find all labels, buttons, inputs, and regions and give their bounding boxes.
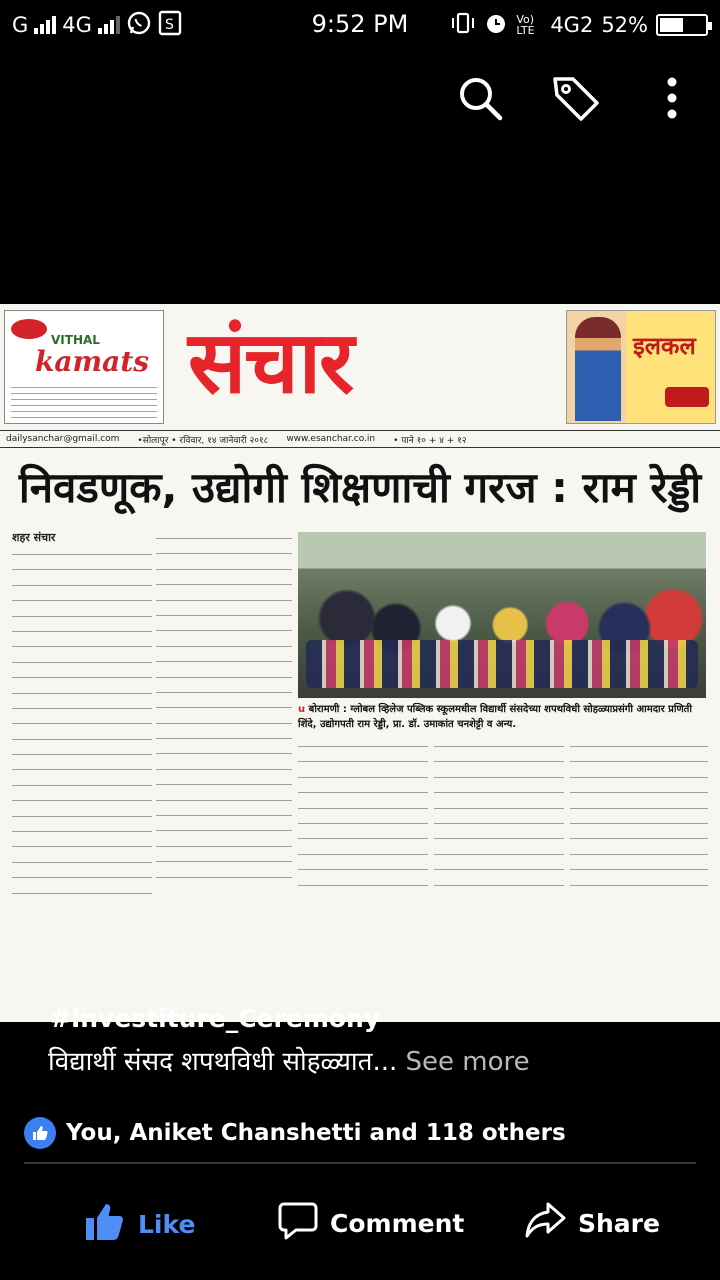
text-line	[156, 653, 292, 668]
text-line	[12, 546, 152, 561]
ad-left-sub: VITHAL	[51, 333, 100, 347]
text-line	[156, 622, 292, 637]
comment-button[interactable]	[278, 1200, 464, 1246]
reactions-text: You, Aniket Chanshetti and 118 others	[66, 1120, 566, 1146]
text-line	[156, 745, 292, 760]
photo-caption	[298, 702, 708, 732]
dateline-place-date: •सोलापूर • रविवार, १४ जानेवारी २०१८	[137, 435, 269, 446]
ad-badge	[11, 319, 47, 339]
text-line	[12, 700, 152, 715]
battery-icon	[656, 14, 708, 36]
share-label: Share	[578, 1208, 660, 1238]
alarm-icon	[484, 11, 508, 40]
carrier-label: G	[12, 13, 29, 37]
text-line	[434, 830, 564, 845]
text-line	[298, 815, 428, 830]
see-more-link[interactable]: See more	[405, 1047, 530, 1077]
network-label: 4G	[62, 13, 92, 37]
text-line	[570, 753, 708, 768]
advertisement-left	[4, 310, 164, 424]
article-column-3	[298, 738, 428, 908]
text-line	[156, 530, 292, 545]
article-photo	[298, 532, 706, 698]
text-line	[298, 861, 428, 876]
text-line	[12, 854, 152, 869]
reactions-summary[interactable]	[24, 1117, 566, 1149]
text-line	[12, 654, 152, 669]
text-line	[156, 561, 292, 576]
text-line	[570, 800, 708, 815]
battery-percent: 52%	[601, 13, 648, 37]
text-line	[570, 738, 708, 753]
text-line	[434, 784, 564, 799]
article-column-5	[570, 738, 708, 908]
ad-model-image	[575, 317, 621, 421]
text-line	[12, 715, 152, 730]
text-line	[434, 861, 564, 876]
text-line	[570, 769, 708, 784]
dateline	[0, 430, 720, 448]
text-line	[156, 792, 292, 807]
photo-viewer-toolbar	[0, 60, 720, 130]
text-line	[12, 761, 152, 776]
text-line	[570, 815, 708, 830]
sim-app-icon	[158, 10, 182, 41]
text-line	[156, 607, 292, 622]
text-line	[156, 869, 292, 884]
text-line	[12, 808, 152, 823]
article-column-4	[434, 738, 564, 908]
text-line	[12, 731, 152, 746]
text-line	[298, 877, 428, 892]
text-line	[298, 846, 428, 861]
text-line	[434, 877, 564, 892]
text-line	[156, 853, 292, 868]
whatsapp-icon	[126, 10, 152, 41]
more-vertical-icon[interactable]	[644, 70, 700, 126]
text-line	[434, 769, 564, 784]
signal-icon	[34, 16, 56, 34]
newspaper-masthead	[0, 304, 720, 428]
text-line	[12, 623, 152, 638]
column-text-lines	[12, 546, 152, 900]
thumbs-up-icon	[84, 1200, 126, 1248]
like-label: Like	[138, 1209, 196, 1239]
text-line	[12, 792, 152, 807]
column-text-lines	[156, 530, 292, 884]
network2-label: 4G2	[550, 13, 594, 37]
dateline-pages: • पाने १० + ४ + १२	[393, 435, 467, 446]
text-line	[12, 777, 152, 792]
post-actions	[0, 1200, 720, 1270]
newspaper-logo: संचार	[188, 313, 353, 413]
status-bar	[0, 0, 720, 50]
divider	[24, 1162, 696, 1164]
vibrate-icon	[450, 11, 476, 40]
ad-right-badge	[665, 387, 709, 407]
ad-left-brand: kamats	[35, 345, 150, 378]
text-line	[12, 869, 152, 884]
text-line	[434, 800, 564, 815]
article-byline: शहर संचार	[12, 531, 56, 544]
text-line	[156, 669, 292, 684]
text-line	[156, 761, 292, 776]
text-line	[298, 769, 428, 784]
text-line	[156, 545, 292, 560]
article-headline: निवडणूक, उद्योगी शिक्षणाची गरज : राम रेड्डी	[18, 463, 702, 512]
ad-fine-print	[11, 387, 157, 419]
text-line	[12, 592, 152, 607]
article-column-2	[156, 530, 292, 910]
text-line	[12, 561, 152, 576]
ad-right-brand: इलकल	[633, 332, 696, 360]
text-line	[12, 685, 152, 700]
text-line	[12, 577, 152, 592]
volte-label: Vo) LTE	[516, 13, 535, 37]
text-line	[570, 877, 708, 892]
text-line	[12, 608, 152, 623]
tag-icon[interactable]	[548, 70, 604, 126]
text-line	[156, 807, 292, 822]
text-line	[12, 885, 152, 900]
text-line	[434, 846, 564, 861]
text-line	[156, 576, 292, 591]
share-button[interactable]	[524, 1200, 660, 1246]
text-line	[434, 753, 564, 768]
text-line	[570, 846, 708, 861]
text-line	[156, 699, 292, 714]
like-reaction-icon	[24, 1117, 56, 1149]
signal-icon-2	[98, 16, 120, 34]
text-line	[12, 838, 152, 853]
advertisement-right	[566, 310, 716, 424]
caption-marker: u	[298, 704, 309, 715]
comment-icon	[278, 1200, 318, 1246]
text-line	[12, 638, 152, 653]
text-line	[298, 784, 428, 799]
text-line	[156, 592, 292, 607]
text-line	[298, 830, 428, 845]
text-line	[12, 823, 152, 838]
dateline-email: dailysanchar@gmail.com	[6, 434, 120, 444]
caption-text: बोरामणी : ग्लोबल व्हिलेज पब्लिक स्कूलमधील विद्यार्थी संसदेच्या शपथविधी सोहळ्याप्रसंगी आमदार प्रणिती शिंदे, उद्योगपती राम रेड्डी, प्रा. डॉ. उमाकांत चनशेट्टी व अन्य.	[298, 704, 692, 730]
article-column-1	[12, 530, 152, 910]
text-line	[298, 800, 428, 815]
text-line	[156, 776, 292, 791]
search-icon[interactable]	[452, 70, 508, 126]
like-button[interactable]	[84, 1200, 195, 1248]
post-body: विद्यार्थी संसद शपथविधी सोहळ्यात...	[48, 1047, 398, 1077]
text-line	[156, 638, 292, 653]
text-line	[434, 815, 564, 830]
text-line	[12, 669, 152, 684]
post-hashtag[interactable]: #Investiture_Ceremony	[50, 1004, 381, 1033]
text-line	[298, 753, 428, 768]
clock: 9:52 PM	[311, 10, 409, 38]
text-line	[570, 784, 708, 799]
newspaper-photo[interactable]	[0, 304, 720, 1022]
text-line	[156, 684, 292, 699]
text-line	[156, 838, 292, 853]
post-text[interactable]	[48, 1042, 530, 1078]
text-line	[570, 861, 708, 876]
text-line	[156, 822, 292, 837]
text-line	[570, 830, 708, 845]
text-line	[298, 738, 428, 753]
text-line	[12, 746, 152, 761]
dateline-website: www.esanchar.co.in	[286, 434, 376, 444]
text-line	[156, 715, 292, 730]
comment-label: Comment	[330, 1208, 465, 1238]
share-icon	[524, 1200, 566, 1246]
text-line	[156, 730, 292, 745]
svg-text:S: S	[164, 16, 174, 33]
text-line	[434, 738, 564, 753]
